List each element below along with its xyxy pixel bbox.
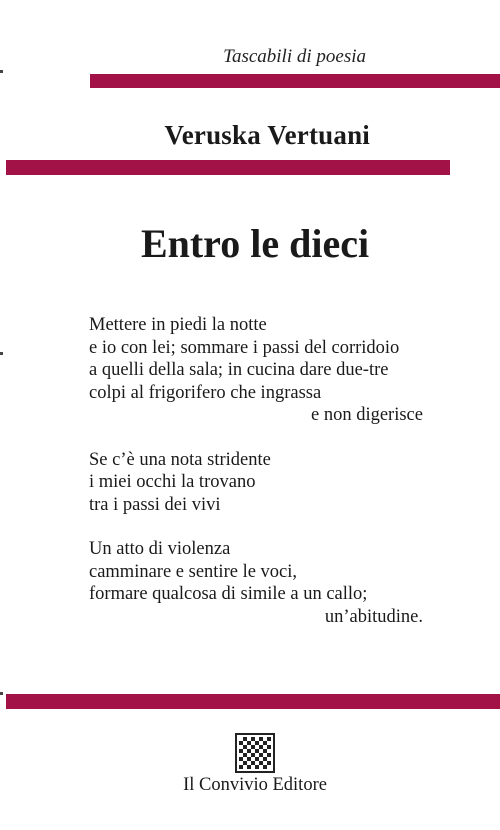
poem-line: i miei occhi la trovano (89, 472, 256, 492)
poem-line: e io con lei; sommare i passi del corridoio (89, 337, 400, 358)
accent-bar-top (90, 74, 500, 88)
poem-line: tra i passi dei vivi (89, 494, 221, 515)
poem-line: e non digerisce (311, 405, 423, 425)
poem-line: un’abitudine. (324, 606, 423, 627)
poem-text (89, 314, 423, 650)
tick-mark (0, 352, 3, 355)
poem-line: formare qualcosa di simile a un callo; (89, 584, 368, 604)
tick-mark (0, 70, 3, 73)
publisher-logo (239, 737, 271, 769)
checkerboard-icon (235, 733, 275, 773)
author-name: Veruska Vertuani (164, 120, 370, 150)
poem-stanza (89, 449, 423, 517)
book-title: Entro le dieci (140, 221, 370, 266)
publisher-name: Il Convivio Editore (183, 775, 327, 795)
poem-stanza (89, 538, 423, 628)
poem-stanza (89, 314, 423, 427)
poem-line: camminare e sentire le voci, (89, 561, 298, 582)
poem-line: Se c’è una nota stridente (89, 449, 271, 470)
poem-line: Mettere in piedi la notte (89, 315, 267, 335)
poem-line: colpi al frigorifero che ingrassa (89, 382, 322, 403)
poem-line: a quelli della sala; in cucina dare due-tre (89, 360, 389, 380)
accent-bar-middle (6, 160, 450, 175)
poem-line: Un atto di violenza (89, 539, 231, 559)
accent-bar-bottom (6, 694, 500, 709)
series-title: Tascabili di poesia (223, 46, 366, 67)
tick-mark (0, 692, 3, 695)
